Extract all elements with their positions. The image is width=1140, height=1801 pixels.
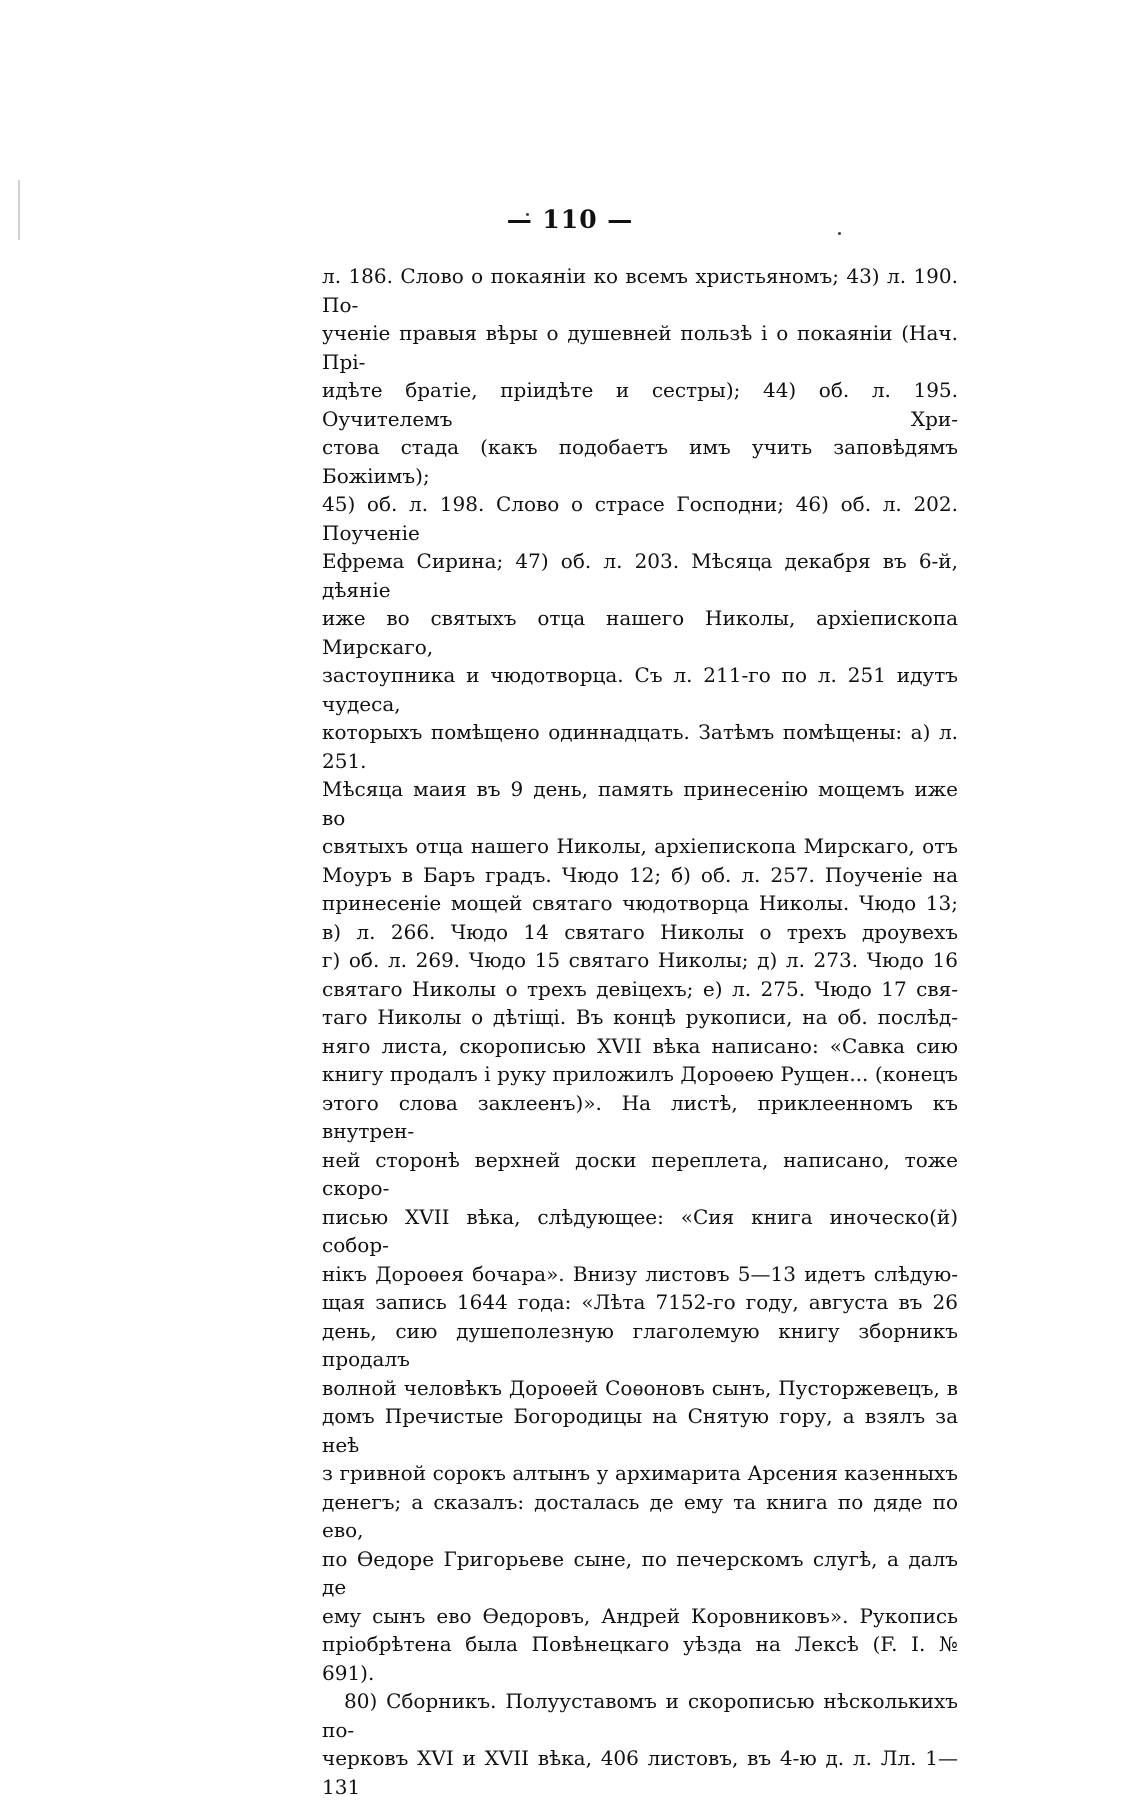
text-line: принесеніе мощей святаго чюдотворца Николы. Чюдо 13;: [322, 891, 958, 915]
text-line: ученіе правыя вѣры о душевней пользѣ і о покаяніи (Нач. Прі-: [322, 321, 958, 374]
text-line: книгу продалъ і руку приложилъ Дороѳею Рущен... (конецъ: [322, 1062, 958, 1086]
text-line: в) л. 266. Чюдо 14 святаго Николы о трехъ дроувехъ: [322, 919, 958, 944]
text-line: л. 186. Слово о покаяніи ко всемъ христьяномъ; 43) л. 190. По-: [322, 264, 958, 317]
text-line: стова стада (какъ подобаетъ имъ учить заповѣдямъ Божіимъ);: [322, 435, 958, 488]
text-line: Моуръ в Баръ градъ. Чюдо 12; б) об. л. 257. Поученіе на: [322, 862, 958, 887]
text-line: черковъ XVI и XVII вѣка, 406 листовъ, въ 4-ю д. л. Лл. 1—131: [322, 1746, 958, 1799]
text-line: идѣте братіе, пріидѣте и сестры); 44) об. л. 195. Оучителемъ Хри-: [322, 378, 958, 431]
text-line: нікъ Дороѳея бочара». Внизу листовъ 5—13 идетъ слѣдую-: [322, 1261, 958, 1286]
text-line: по Ѳедоре Григорьеве сыне, по печерскомъ слугѣ, а далъ де: [322, 1546, 958, 1599]
text-line: 80) Сборникъ. Полууставомъ и скорописью нѣсколькихъ по-: [322, 1689, 958, 1742]
text-line: которыхъ помѣщено одиннадцать. Затѣмъ помѣщены: а) л. 251.: [322, 720, 958, 773]
text-line: этого слова заклеенъ)». На листѣ, приклеенномъ къ внутрен-: [322, 1090, 958, 1143]
text-line: застоупника и чюдотворца. Съ л. 211-го по л. 251 идутъ чудеса,: [322, 663, 958, 716]
text-line: волной человѣкъ Дороѳей Соѳоновъ сынъ, Пусторжевецъ, в: [322, 1375, 958, 1400]
text-line: день, сию душеполезную глаголемую книгу зборникъ продалъ: [322, 1318, 958, 1371]
text-line: святыхъ отца нашего Николы, архіепископа Мирскаго, отъ: [322, 834, 958, 858]
text-line: з гривной сорокъ алтынъ у архимарита Арсения казенныхъ: [322, 1461, 958, 1485]
text-line: домъ Пречистые Богородицы на Снятую гору, а взялъ за неѣ: [322, 1404, 958, 1457]
text-line: ней сторонѣ верхней доски переплета, написано, тоже скоро-: [322, 1147, 958, 1200]
text-line: денегъ; а сказалъ: досталась де ему та книга по дяде по ево,: [322, 1489, 958, 1542]
text-line: г) об. л. 269. Чюдо 15 святаго Николы; д) л. 273. Чюдо 16: [322, 948, 958, 972]
text-line: иже во святыхъ отца нашего Николы, архіепископа Мирскаго,: [322, 606, 958, 659]
text-line: таго Николы о дѣтіщі. Въ концѣ рукописи, на об. послѣд-: [322, 1005, 958, 1029]
text-line: святаго Николы о трехъ девіцехъ; е) л. 275. Чюдо 17 свя-: [322, 976, 958, 1001]
text-line: щая запись 1644 года: «Лѣта 7152-го году, августа въ 26: [322, 1290, 958, 1314]
text-line: Мѣсяца маия въ 9 день, память принесенію мощемъ иже во: [322, 777, 958, 830]
text-line: 45) об. л. 198. Слово о страсе Господни; 46) об. л. 202. Поученіе: [322, 492, 958, 545]
text-line: няго листа, скорописью XVII вѣка написано: «Савка сию: [322, 1033, 958, 1058]
text-line: ему сынъ ево Ѳедоровъ, Андрей Коровниковъ». Рукопись: [322, 1603, 958, 1628]
body-text: [322, 262, 958, 1801]
text-line: пріобрѣтена была Повѣнецкаго уѣзда на Лексѣ (F. I. № 691).: [322, 1632, 958, 1685]
page-number: — 110 —: [506, 205, 634, 234]
text-line: писью XVII вѣка, слѣдующее: «Сия книга иноческо(й) собор-: [322, 1204, 958, 1257]
text-line: Ефрема Сирина; 47) об. л. 203. Мѣсяца декабря въ 6-й, дѣяніе: [322, 549, 958, 602]
